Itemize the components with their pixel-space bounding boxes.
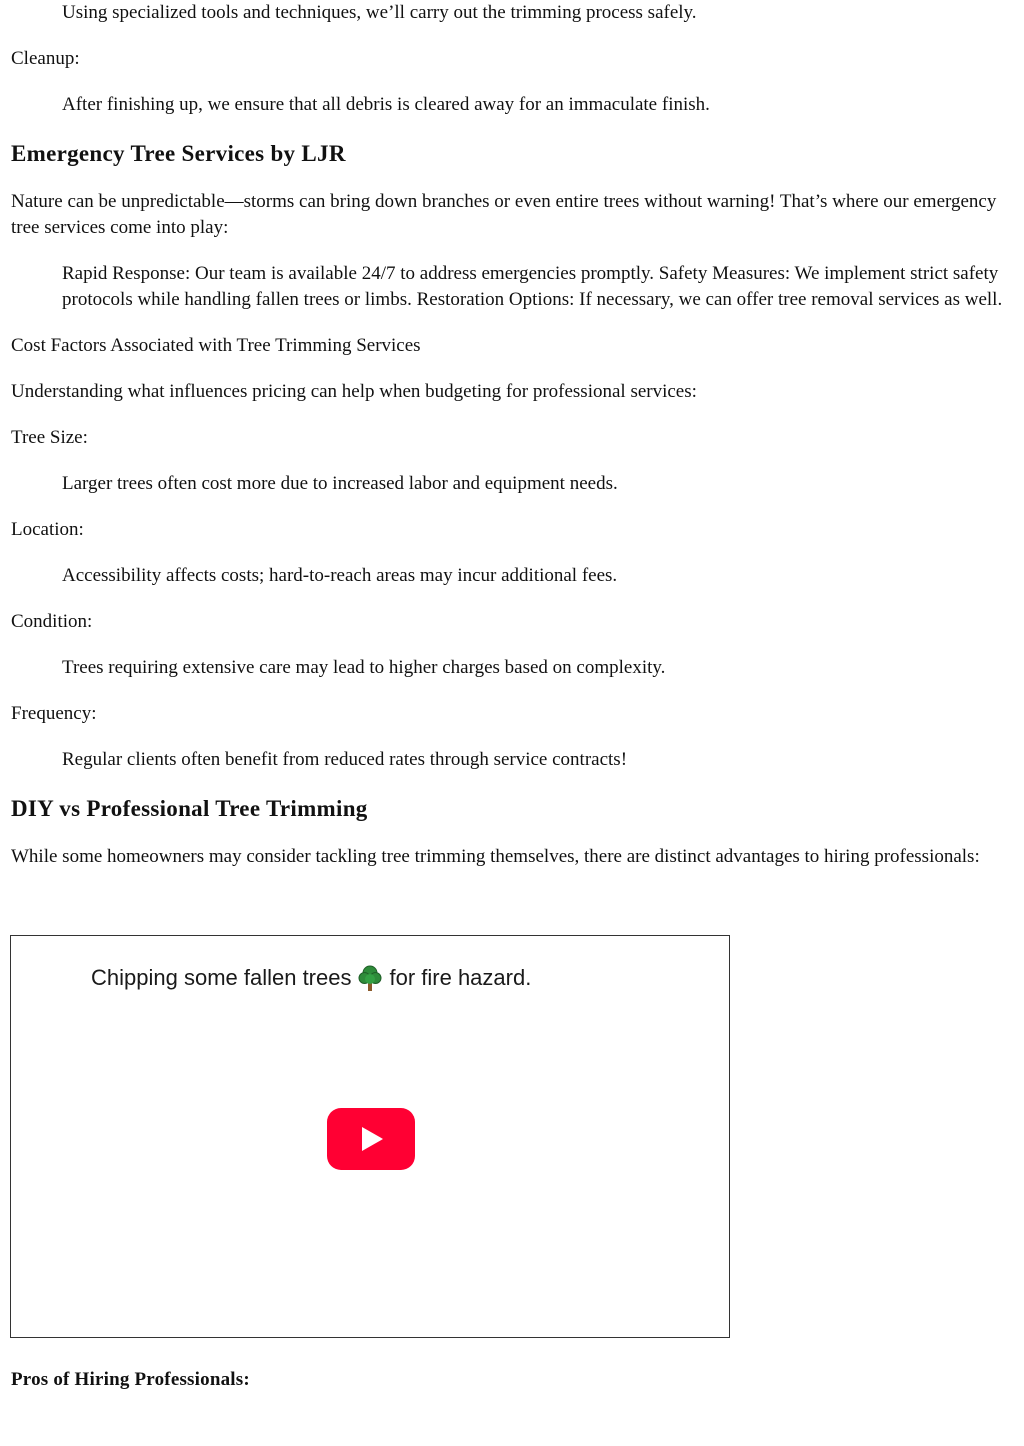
video-title[interactable]: [91, 964, 531, 992]
trimming-description: Using specialized tools and techniques, we’ll carry out the trimming process safely.: [62, 2, 697, 23]
cost-factor-description: Trees requiring extensive care may lead to higher charges based on complexity.: [62, 657, 666, 678]
cost-factor-label: Condition:: [11, 611, 93, 632]
emergency-heading: Emergency Tree Services by LJR: [11, 141, 346, 166]
tree-icon: [357, 964, 383, 992]
cost-factor-label: Frequency:: [11, 703, 97, 724]
pros-heading: Pros of Hiring Professionals:: [11, 1369, 250, 1390]
video-title-end: for fire hazard.: [389, 965, 532, 990]
cost-factor-label: Location:: [11, 519, 84, 540]
cost-factor-description: Accessibility affects costs; hard-to-reach areas may incur additional fees.: [62, 565, 618, 586]
cost-factor-description: Larger trees often cost more due to increased labor and equipment needs.: [62, 473, 618, 494]
cost-intro: Understanding what influences pricing can help when budgeting for professional services:: [11, 381, 697, 402]
cost-title: Cost Factors Associated with Tree Trimming Services: [11, 335, 421, 356]
diy-heading: DIY vs Professional Tree Trimming: [11, 796, 368, 821]
video-title-start: Chipping some fallen trees: [91, 965, 352, 990]
emergency-intro: Nature can be unpredictable—storms can bring down branches or even entire trees without warning! That’s where our emergency tree services come into play:: [11, 191, 997, 238]
cost-factor-description: Regular clients often benefit from reduced rates through service contracts!: [62, 749, 628, 770]
emergency-details: Rapid Response: Our team is available 24/7 to address emergencies promptly. Safety Measures: We implement strict safety protocols while handling fallen trees or limbs. Restoration Options: If necessary, we can offer tree removal services as well.: [62, 263, 1003, 310]
play-button[interactable]: [327, 1108, 415, 1170]
cost-factor-label: Tree Size:: [11, 427, 88, 448]
cleanup-label: Cleanup:: [11, 48, 80, 69]
document-body: [11, 0, 1006, 870]
cleanup-description: After finishing up, we ensure that all debris is cleared away for an immaculate finish.: [62, 94, 710, 115]
diy-intro: While some homeowners may consider tackling tree trimming themselves, there are distinct advantages to hiring professionals:: [11, 846, 980, 867]
video-embed[interactable]: [10, 935, 730, 1338]
